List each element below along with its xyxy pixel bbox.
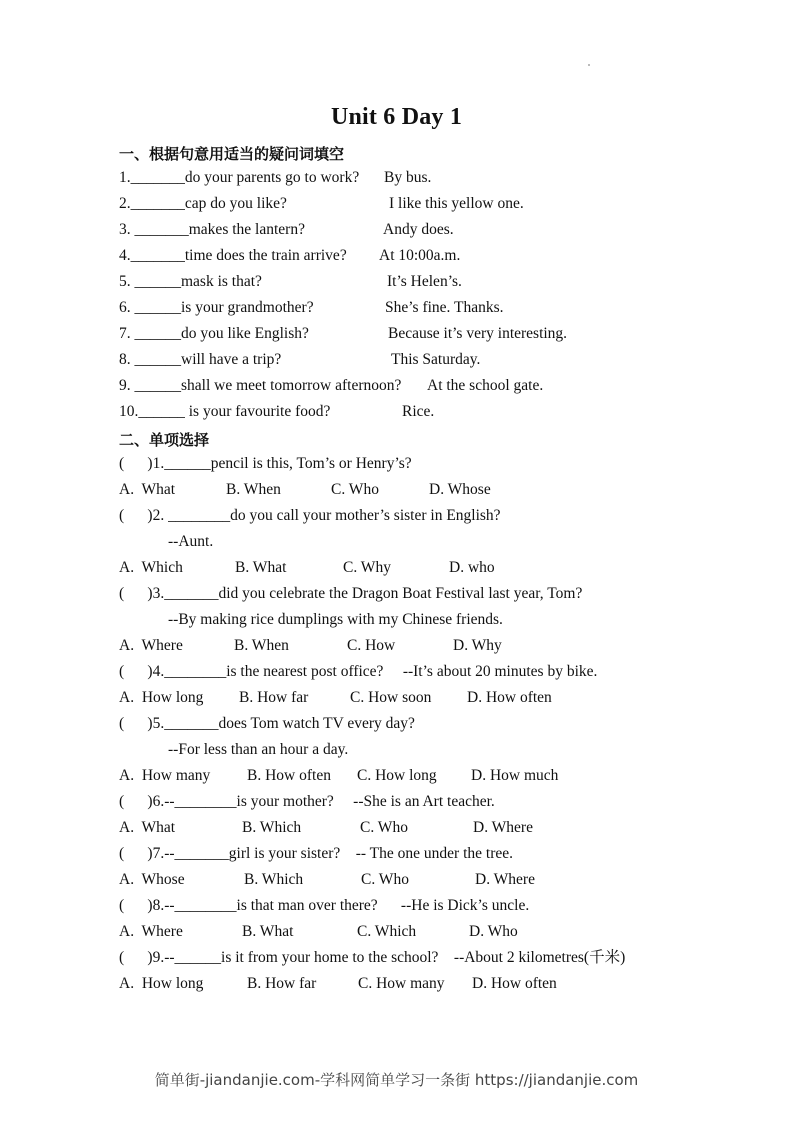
fill-question-7: 7. ______do you like English? — [119, 325, 309, 342]
section-2-heading: 二、单项选择 — [119, 431, 210, 449]
fill-question-10: 10.______ is your favourite food? — [119, 403, 331, 420]
choice-question-8: ( )8.--________is that man over there? --He is Dick’s uncle. — [119, 897, 530, 914]
fill-answer-5: It’s Helen’s. — [387, 273, 462, 290]
fill-answer-4: At 10:00a.m. — [379, 247, 461, 264]
option-c: C. Why — [343, 559, 391, 576]
option-c: C. Who — [360, 819, 408, 836]
option-b: B. How often — [247, 767, 331, 784]
option-d: D. Whose — [429, 481, 491, 498]
choice-question-4: ( )4.________is the nearest post office? --It’s about 20 minutes by bike. — [119, 663, 598, 680]
question-5-response: --For less than an hour a day. — [168, 741, 349, 758]
option-a: A. Where — [119, 923, 183, 940]
option-b: B. How far — [247, 975, 317, 992]
option-b: B. Which — [242, 819, 302, 836]
fill-question-2: 2._______cap do you like? — [119, 195, 287, 212]
option-a: A. How long — [119, 689, 204, 706]
option-d: D. How often — [467, 689, 552, 706]
option-a: A. Which — [119, 559, 183, 576]
option-d: D. Where — [473, 819, 533, 836]
option-b: B. Which — [244, 871, 304, 888]
option-a: A. How many — [119, 767, 211, 784]
fill-question-1: 1._______do your parents go to work? — [119, 169, 360, 186]
option-c: C. How many — [358, 975, 445, 992]
option-a: A. Where — [119, 637, 183, 654]
fill-answer-8: This Saturday. — [391, 351, 481, 368]
fill-answer-6: She’s fine. Thanks. — [385, 299, 504, 316]
fill-question-9: 9. ______shall we meet tomorrow afternoon? — [119, 377, 402, 394]
choice-question-1: ( )1.______pencil is this, Tom’s or Henry’s? — [119, 455, 412, 472]
option-b: B. How far — [239, 689, 309, 706]
fill-answer-7: Because it’s very interesting. — [388, 325, 568, 342]
choice-question-9: ( )9.--______is it from your home to the school? --About 2 kilometres(千米) — [119, 949, 626, 966]
option-b: B. What — [235, 559, 287, 576]
option-d: D. Where — [475, 871, 535, 888]
fill-answer-10: Rice. — [402, 403, 435, 420]
option-d: D. How often — [472, 975, 557, 992]
option-b: B. When — [234, 637, 289, 654]
fill-question-6: 6. ______is your grandmother? — [119, 299, 314, 316]
section-1-heading: 一、根据句意用适当的疑问词填空 — [119, 145, 345, 163]
option-d: D. How much — [471, 767, 559, 784]
fill-question-3: 3. _______makes the lantern? — [119, 221, 305, 238]
option-d: D. Who — [469, 923, 518, 940]
option-b: B. When — [226, 481, 281, 498]
choice-question-2: ( )2. ________do you call your mother’s sister in English? — [119, 507, 501, 524]
fill-answer-1: By bus. — [384, 169, 432, 186]
fill-question-8: 8. ______will have a trip? — [119, 351, 282, 368]
page-title: Unit 6 Day 1 — [330, 104, 463, 130]
fill-question-4: 4._______time does the train arrive? — [119, 247, 347, 264]
fill-answer-2: I like this yellow one. — [389, 195, 524, 212]
choice-question-7: ( )7.--_______girl is your sister? -- The one under the tree. — [119, 845, 513, 862]
fill-question-5: 5. ______mask is that? — [119, 273, 262, 290]
option-d: D. who — [449, 559, 495, 576]
speck — [588, 64, 590, 66]
question-3-response: --By making rice dumplings with my Chinese friends. — [168, 611, 503, 628]
choice-question-5: ( )5._______does Tom watch TV every day? — [119, 715, 415, 732]
option-a: A. How long — [119, 975, 204, 992]
footer-watermark: 简单街-jiandanjie.com-学科网简单学习一条街 https://jiandanjie.com — [154, 1071, 639, 1089]
option-c: C. Who — [361, 871, 409, 888]
option-d: D. Why — [453, 637, 502, 654]
choice-question-6: ( )6.--________is your mother? --She is an Art teacher. — [119, 793, 495, 810]
option-c: C. How soon — [350, 689, 432, 706]
option-a: A. What — [119, 481, 176, 498]
choice-question-3: ( )3._______did you celebrate the Dragon Boat Festival last year, Tom? — [119, 585, 583, 602]
question-2-response: --Aunt. — [168, 533, 214, 550]
fill-answer-9: At the school gate. — [427, 377, 544, 394]
option-c: C. Which — [357, 923, 417, 940]
fill-answer-3: Andy does. — [383, 221, 454, 238]
option-c: C. How — [347, 637, 396, 654]
option-b: B. What — [242, 923, 294, 940]
option-a: A. What — [119, 819, 176, 836]
option-c: C. Who — [331, 481, 379, 498]
option-a: A. Whose — [119, 871, 185, 888]
option-c: C. How long — [357, 767, 437, 784]
